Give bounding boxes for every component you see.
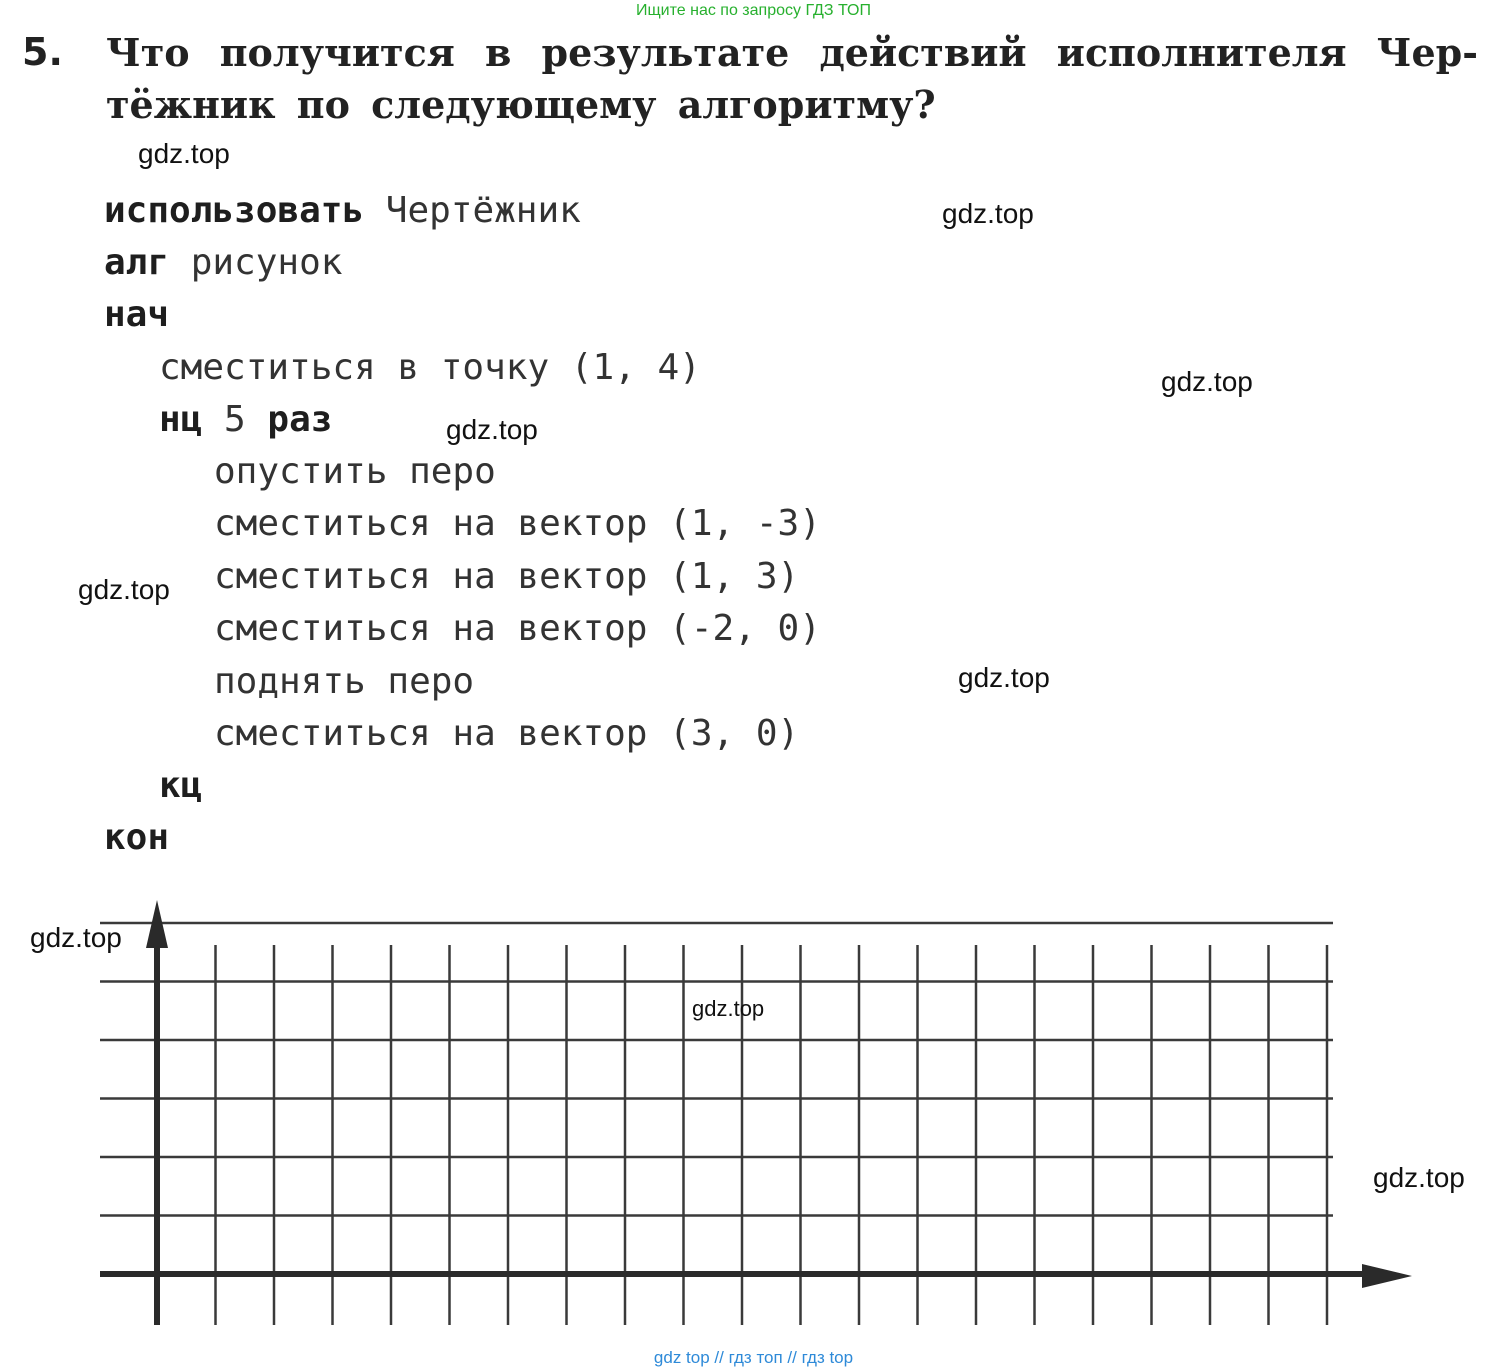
code-line-use — [104, 190, 581, 231]
grid-lines — [100, 923, 1333, 1325]
code-line-vector-2: сместиться на вектор (1, 3) — [214, 556, 800, 597]
keyword-use: использовать — [104, 190, 365, 231]
keyword-loop: нц — [159, 399, 203, 440]
code-line-vector-4: сместиться на вектор (3, 0) — [214, 713, 800, 754]
watermark: gdz.top — [692, 996, 765, 1021]
keyword-end: кон — [104, 817, 170, 858]
x-axis-arrow — [1362, 1264, 1412, 1288]
code-line-alg — [104, 242, 342, 283]
code-line-move-to-point: сместиться в точку (1, 4) — [159, 347, 701, 388]
code-line-end — [104, 817, 169, 858]
bottom-banner[interactable]: gdz top // гдз топ // гдз top — [653, 1348, 854, 1367]
keyword-times: раз — [267, 399, 333, 440]
watermark: gdz.top — [446, 414, 538, 445]
code-line-vector-3: сместиться на вектор (-2, 0) — [214, 608, 821, 649]
watermark: gdz.top — [30, 922, 122, 953]
code-line-begin — [104, 294, 169, 335]
code-line-pen-up: поднять перо — [214, 661, 475, 702]
question-line-2: тёжник по следующему алгоритму? — [106, 82, 936, 127]
question-number: 5. — [22, 30, 63, 74]
question-line-1: Что получится в результате действий исполнителя Чер- — [106, 30, 1478, 75]
watermark: gdz.top — [138, 138, 230, 169]
code-line-loop — [159, 399, 332, 440]
code-line-loop-end — [159, 765, 202, 806]
loop-count: 5 — [202, 399, 268, 440]
executor-name: Чертёжник — [364, 190, 581, 231]
watermark: gdz.top — [1161, 366, 1253, 397]
top-banner[interactable]: Ищите нас по запросу ГДЗ ТОП — [636, 2, 871, 19]
keyword-begin: нач — [104, 294, 170, 335]
code-line-pen-down: опустить перо — [214, 451, 496, 492]
watermark: gdz.top — [78, 574, 170, 605]
algorithm-name: рисунок — [169, 242, 343, 283]
keyword-alg: алг — [104, 242, 170, 283]
code-line-vector-1: сместиться на вектор (1, -3) — [214, 503, 821, 544]
watermark: gdz.top — [942, 198, 1034, 229]
watermark: gdz.top — [1373, 1162, 1465, 1193]
watermark: gdz.top — [958, 662, 1050, 693]
keyword-loop-end: кц — [159, 765, 203, 806]
